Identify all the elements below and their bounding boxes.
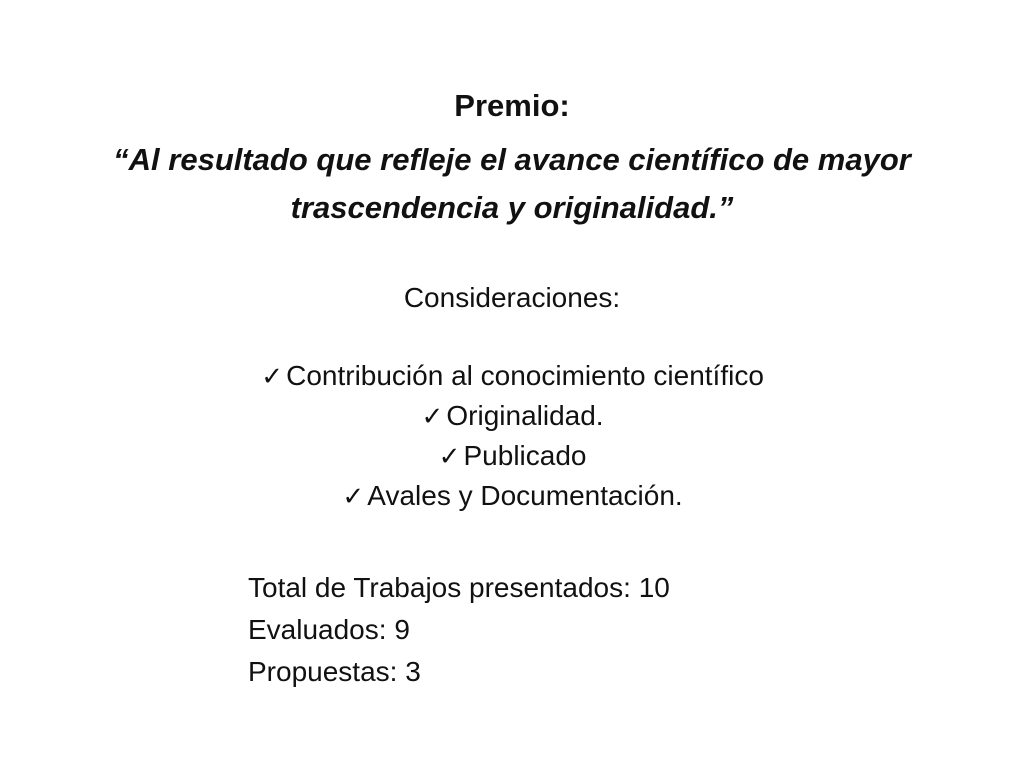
proposals-count: Propuestas: 3 — [248, 656, 421, 687]
considerations-heading: Consideraciones: — [403, 282, 621, 313]
checklist-item — [0, 436, 1024, 476]
checklist-item-label: Avales y Documentación. — [367, 480, 683, 511]
submission-stats — [248, 567, 670, 693]
check-mark-icon: ✓ — [438, 441, 461, 471]
slide-title: Premio: — [454, 88, 570, 123]
check-mark-icon: ✓ — [342, 481, 365, 511]
checklist-item-label: Publicado — [463, 440, 587, 471]
check-mark-icon: ✓ — [261, 361, 283, 391]
checklist-item-label: Originalidad. — [446, 400, 604, 431]
check-mark-icon: ✓ — [421, 401, 444, 431]
checklist-item — [0, 356, 1024, 396]
evaluated-count: Evaluados: 9 — [248, 614, 410, 645]
checklist-item — [0, 396, 1024, 436]
considerations-checklist — [0, 356, 1024, 516]
total-submitted: Total de Trabajos presentados: 10 — [248, 572, 670, 603]
checklist-item — [0, 476, 1024, 516]
checklist-item-label: Contribución al conocimiento científico — [286, 360, 764, 391]
award-description: “Al resultado que refleje el avance científico de mayor trascendencia y originalidad.” — [113, 142, 911, 225]
